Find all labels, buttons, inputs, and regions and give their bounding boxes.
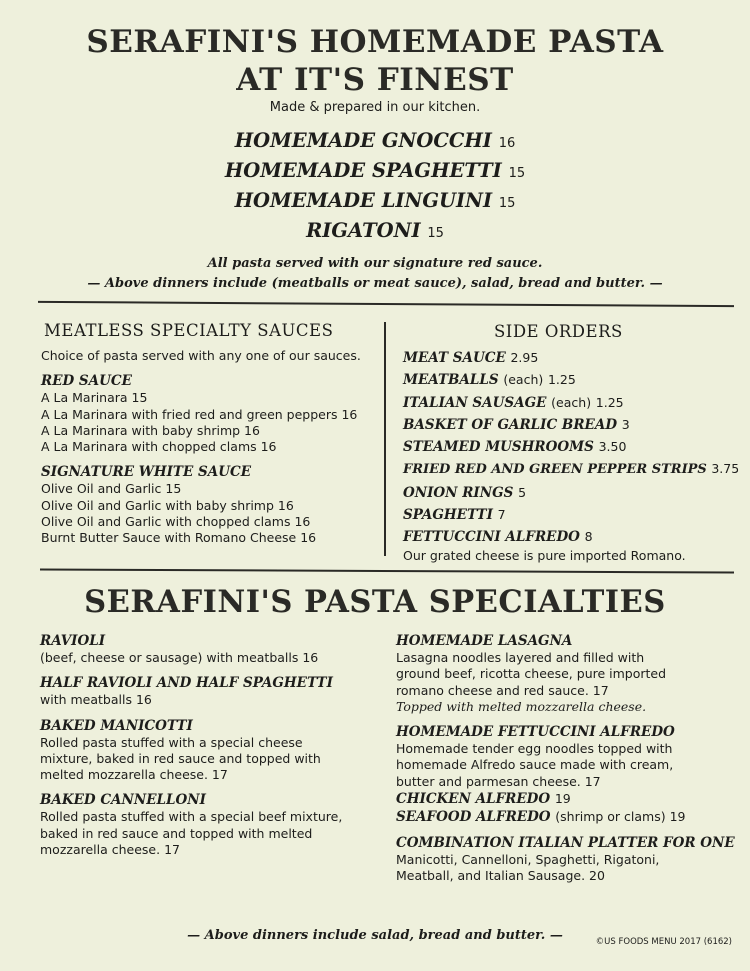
side-item: SPAGHETTI 7 xyxy=(403,507,506,524)
specialties-right-column xyxy=(396,633,741,885)
red-sauce-item: A La Marinara with chopped clams 16 xyxy=(41,439,277,455)
lasagna-note: Topped with melted mozzarella cheese. xyxy=(396,698,647,714)
column-divider xyxy=(384,322,386,556)
copyright: ©US FOODS MENU 2017 (6162) xyxy=(595,937,732,947)
white-sauce-item: Burnt Butter Sauce with Romano Cheese 16 xyxy=(41,530,317,546)
cannelloni-desc: Rolled pasta stuffed with a special beef mixture, xyxy=(40,809,343,825)
fettuccini-desc: Homemade tender egg noodles topped with xyxy=(396,741,673,757)
meatless-column xyxy=(41,348,381,547)
white-sauce-item: Olive Oil and Garlic with chopped clams 16 xyxy=(41,514,311,530)
combination-title: COMBINATION ITALIAN PLATTER FOR ONE xyxy=(396,835,735,852)
pasta-note-sauce: All pasta served with our signature red sauce. xyxy=(207,256,543,271)
cannelloni-desc: baked in red sauce and topped with melted xyxy=(40,825,313,841)
cannelloni-desc: mozzarella cheese. 17 xyxy=(40,842,180,858)
side-item: FRIED RED AND GREEN PEPPER STRIPS 3.75 xyxy=(403,461,740,478)
manicotti-title: BAKED MANICOTTI xyxy=(40,717,193,734)
lasagna-desc: Lasagna noodles layered and filled with xyxy=(396,650,645,665)
side-item: MEATBALLS (each) 1.25 xyxy=(403,372,576,389)
meatless-title: MEATLESS SPECIALTY SAUCES xyxy=(44,321,334,340)
specialties-title: SERAFINI'S PASTA SPECIALTIES xyxy=(84,584,666,620)
half-ravioli-title: HALF RAVIOLI AND HALF SPAGHETTI xyxy=(40,675,333,692)
pasta-note-dinners: — Above dinners include (meatballs or meat sauce), salad, bread and butter. — xyxy=(87,276,663,291)
side-item: MEAT SAUCE 2.95 xyxy=(403,350,539,366)
lasagna-desc: romano cheese and red sauce. 17 xyxy=(396,682,609,698)
footer-note: — Above dinners include salad, bread and butter. — xyxy=(187,928,563,943)
page-title-line2: AT IT'S FINEST xyxy=(236,62,514,98)
ravioli-desc: (beef, cheese or sausage) with meatballs 16 xyxy=(40,650,319,665)
pasta-price: 16 xyxy=(498,136,516,151)
side-item: ITALIAN SAUSAGE (each) 1.25 xyxy=(403,394,624,411)
pasta-item-rigatoni xyxy=(0,219,750,242)
fettuccini-desc: homemade Alfredo sauce made with cream, xyxy=(396,757,674,773)
sides-note: Our grated cheese is pure imported Romano. xyxy=(403,547,686,563)
side-item: FETTUCCINI ALFREDO 8 xyxy=(403,529,593,546)
side-item: BASKET OF GARLIC BREAD 3 xyxy=(403,416,630,433)
seafood-alfredo: SEAFOOD ALFREDO (shrimp or clams) 19 xyxy=(396,809,686,826)
half-ravioli-desc: with meatballs 16 xyxy=(40,692,152,708)
ravioli-title: RAVIOLI xyxy=(40,633,106,649)
combination-desc: Manicotti, Cannelloni, Spaghetti, Rigatoni, xyxy=(396,852,660,868)
fettuccini-title: HOMEMADE FETTUCCINI ALFREDO xyxy=(396,724,675,741)
pasta-price: 15 xyxy=(508,166,526,181)
combination-desc: Meatball, and Italian Sausage. 20 xyxy=(396,868,605,884)
page-subtitle: Made & prepared in our kitchen. xyxy=(269,100,481,115)
cannelloni-title: BAKED CANNELLONI xyxy=(40,792,206,809)
pasta-name: HOMEMADE LINGUINI xyxy=(234,189,493,212)
white-sauce-item: Olive Oil and Garlic with baby shrimp 16 xyxy=(41,497,294,513)
manicotti-desc: Rolled pasta stuffed with a special cheese xyxy=(40,734,303,750)
red-sauce-item: A La Marinara with fried red and green peppers 16 xyxy=(41,406,358,422)
pasta-price: 15 xyxy=(498,196,516,211)
divider-top xyxy=(38,301,734,307)
pasta-name: HOMEMADE SPAGHETTI xyxy=(224,159,502,182)
manicotti-desc: melted mozzarella cheese. 17 xyxy=(40,767,228,783)
lasagna-desc: ground beef, ricotta cheese, pure imported xyxy=(396,666,667,682)
side-item: ONION RINGS 5 xyxy=(403,484,527,501)
specialties-left-column xyxy=(40,633,380,858)
lasagna-title: HOMEMADE LASAGNA xyxy=(396,633,573,649)
white-sauce-title: SIGNATURE WHITE SAUCE xyxy=(41,464,251,481)
meatless-intro: Choice of pasta served with any one of our sauces. xyxy=(41,348,361,363)
pasta-item-linguini xyxy=(0,189,750,212)
pasta-item-gnocchi xyxy=(0,129,750,152)
divider-middle xyxy=(40,568,734,573)
side-item: STEAMED MUSHROOMS 3.50 xyxy=(403,439,627,456)
sides-column xyxy=(403,347,743,563)
pasta-item-spaghetti xyxy=(0,159,750,182)
white-sauce-item: Olive Oil and Garlic 15 xyxy=(41,481,182,497)
fettuccini-desc: butter and parmesan cheese. 17 xyxy=(396,773,601,789)
sides-title: SIDE ORDERS xyxy=(494,322,623,341)
chicken-alfredo: CHICKEN ALFREDO 19 xyxy=(396,791,571,808)
pasta-price: 15 xyxy=(427,226,444,241)
page-title-line1: SERAFINI'S HOMEMADE PASTA xyxy=(86,24,664,60)
red-sauce-title: RED SAUCE xyxy=(41,373,132,390)
red-sauce-item: A La Marinara 15 xyxy=(41,390,148,406)
red-sauce-item: A La Marinara with baby shrimp 16 xyxy=(41,422,260,438)
pasta-name: RIGATONI xyxy=(306,219,421,242)
manicotti-desc: mixture, baked in red sauce and topped with xyxy=(40,750,321,766)
pasta-name: HOMEMADE GNOCCHI xyxy=(234,129,492,152)
